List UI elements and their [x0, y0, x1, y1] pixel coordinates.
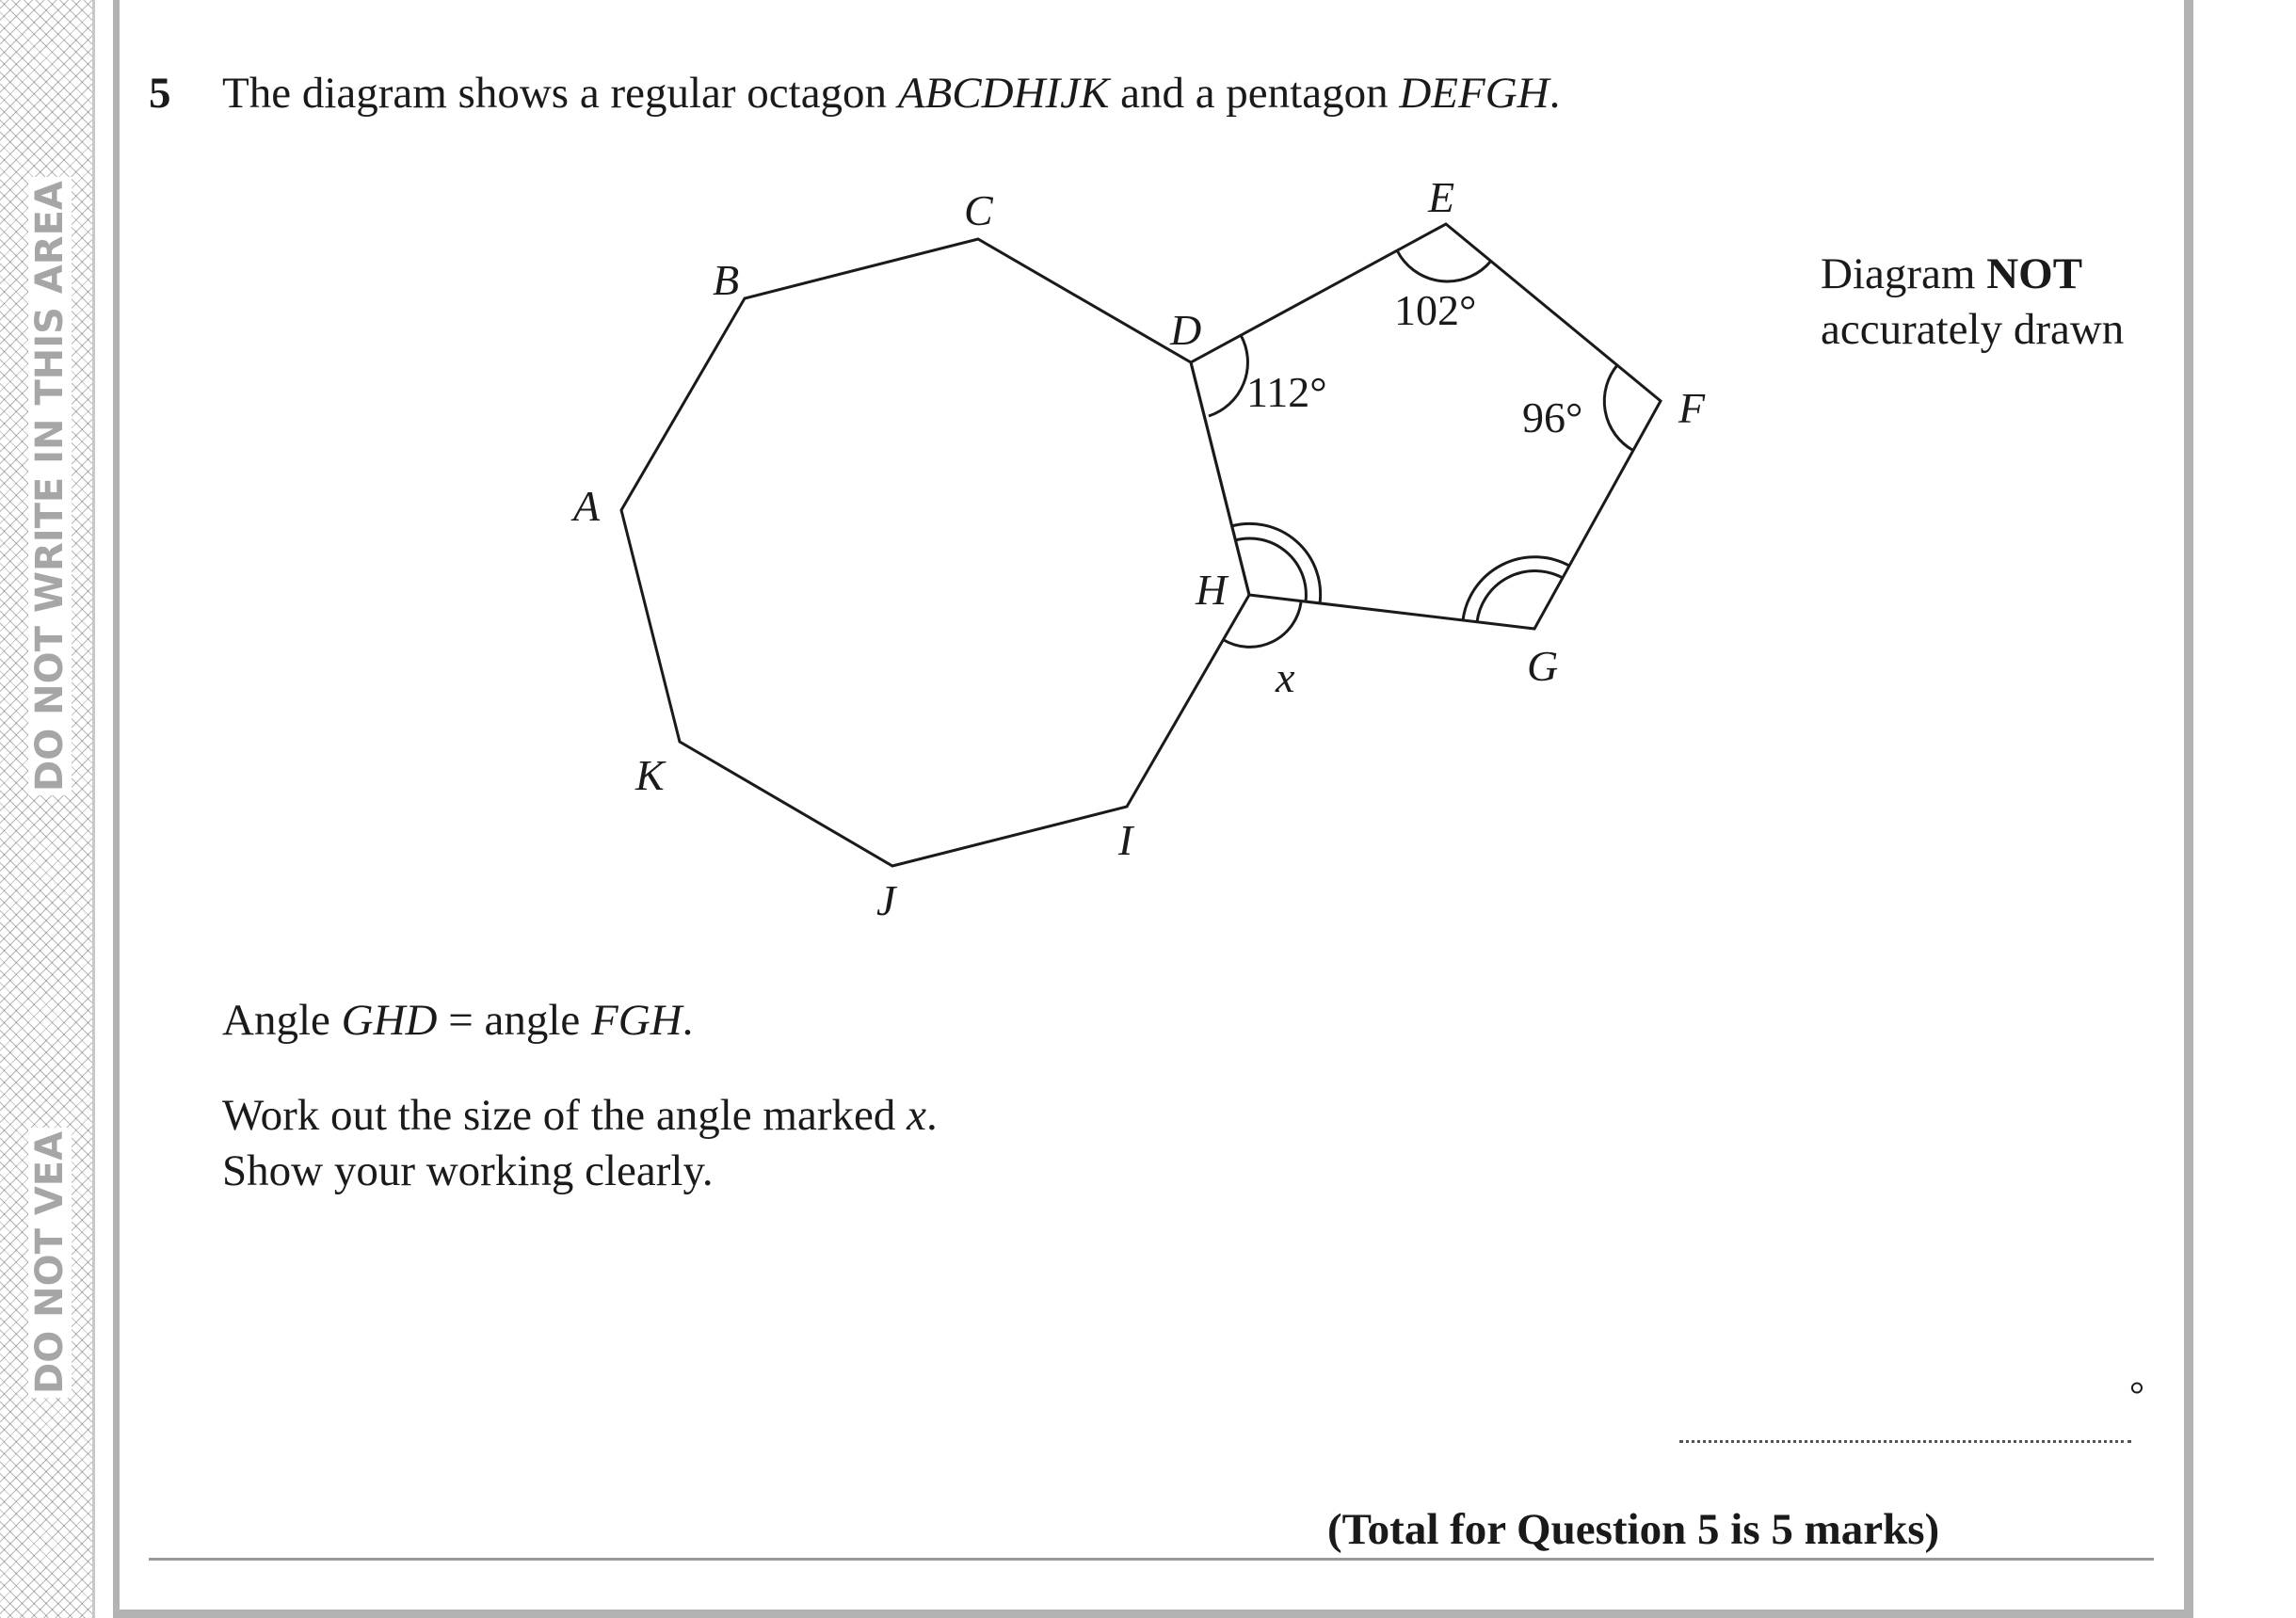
- angle-label-D: 112°: [1246, 368, 1327, 416]
- vertex-label-F: F: [1678, 384, 1706, 432]
- question-total-marks: (Total for Question 5 is 5 marks): [1327, 1505, 1940, 1554]
- angle-arc-x: [1224, 602, 1301, 647]
- pentagon-name: DEFGH: [1399, 69, 1549, 118]
- question-divider: [149, 1558, 2154, 1561]
- vertex-label-G: G: [1527, 642, 1559, 690]
- angle-arc-E: [1397, 250, 1491, 281]
- octagon-name: ABCDHIJK: [897, 69, 1110, 118]
- margin-warning-text-cropped: DO NOT VEA: [28, 1128, 72, 1398]
- degree-unit: °: [2129, 1373, 2144, 1416]
- angle-equality-statement: Angle GHD = angle FGH.: [222, 996, 694, 1045]
- angle-arc-G-inner: [1477, 571, 1563, 622]
- vertex-label-H: H: [1196, 566, 1228, 614]
- vertex-label-K: K: [635, 751, 665, 799]
- vertex-label-A: A: [573, 482, 601, 530]
- octagon-ABCDHIJK: [621, 239, 1249, 866]
- angle-arc-D: [1209, 335, 1247, 416]
- angle-label-F: 96°: [1522, 393, 1583, 441]
- vertex-label-C: C: [964, 186, 993, 234]
- question-text: The diagram shows a regular octagon ABCDHIJK and a pentagon DEFGH.: [222, 69, 1561, 118]
- vertex-label-J: J: [876, 876, 896, 924]
- answer-line[interactable]: [1679, 1440, 2131, 1443]
- vertex-label-D: D: [1170, 306, 1202, 354]
- vertex-label-B: B: [713, 256, 740, 304]
- diagram-not-accurate-note: Diagram NOT accurately drawn: [1821, 249, 2125, 354]
- angle-arc-H-inner: [1235, 538, 1306, 601]
- margin-warning-text: DO NOT WRITE IN THIS AREA: [28, 177, 72, 795]
- working-instruction: Show your working clearly.: [222, 1146, 714, 1195]
- pentagon-DEFGH: [1191, 224, 1661, 629]
- vertex-label-E: E: [1428, 173, 1455, 221]
- angle-label-x: x: [1276, 653, 1295, 701]
- angle-label-E: 102°: [1394, 286, 1477, 334]
- question-number: 5: [149, 69, 171, 118]
- task-instruction: Work out the size of the angle marked x.: [222, 1091, 938, 1140]
- angle-arc-F: [1604, 365, 1632, 450]
- vertex-label-I: I: [1118, 816, 1133, 864]
